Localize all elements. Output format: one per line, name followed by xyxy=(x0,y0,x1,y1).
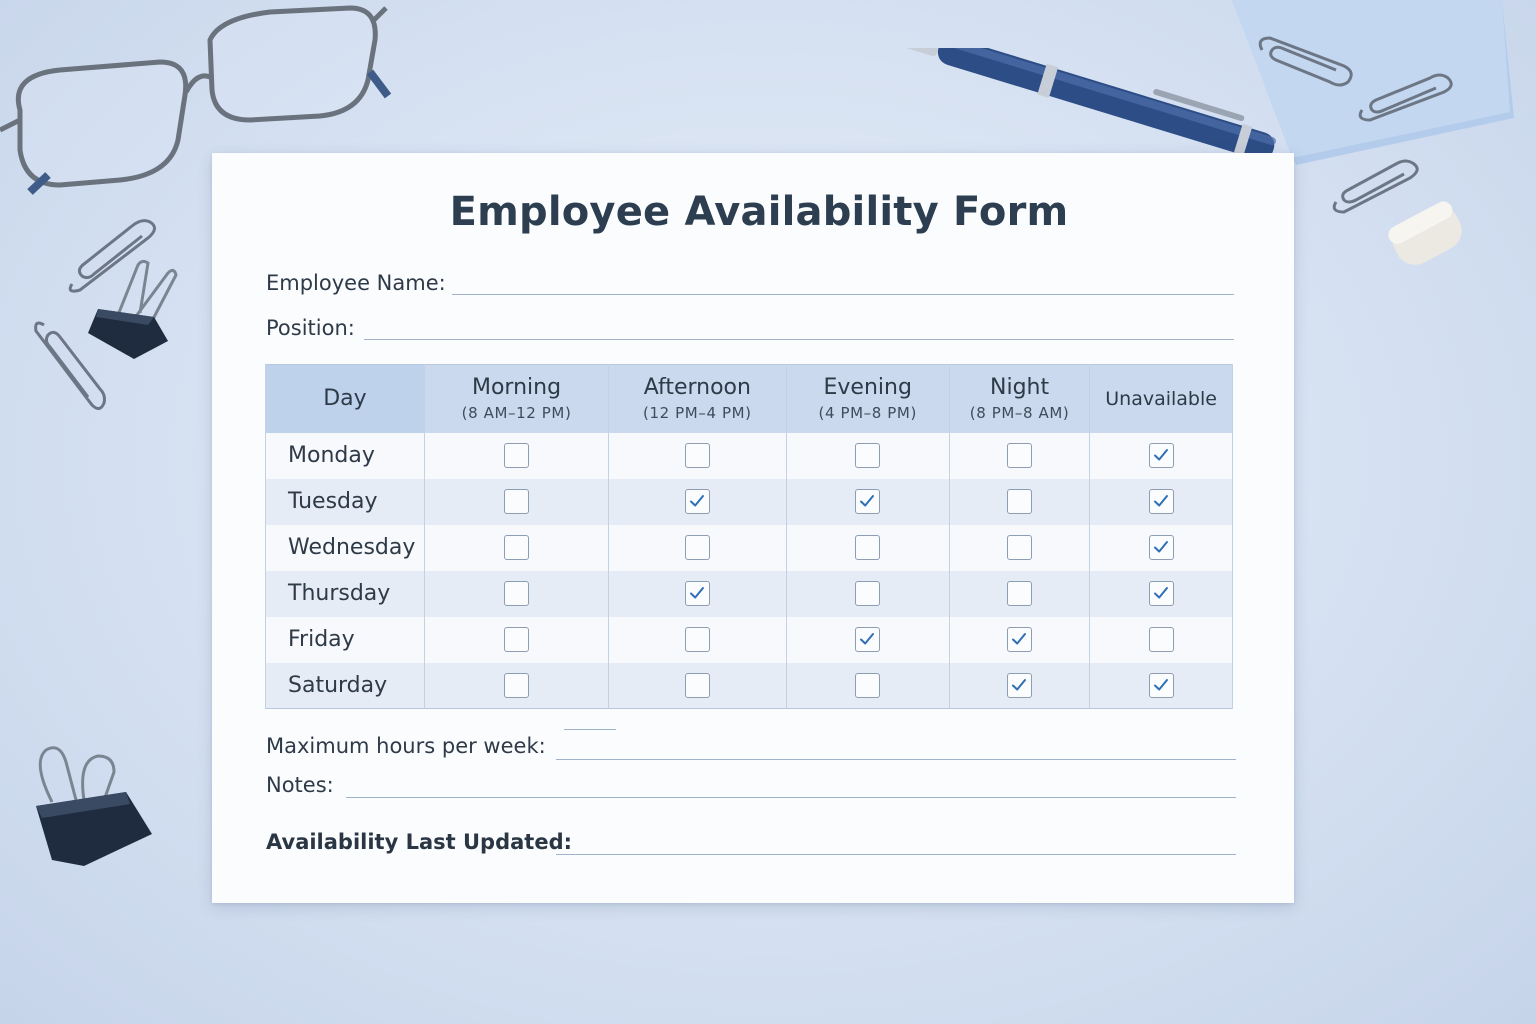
afternoon-column-header xyxy=(609,365,786,433)
morning-cell xyxy=(424,433,608,479)
night-checkbox[interactable] xyxy=(1007,489,1032,514)
day-label: Thursday xyxy=(266,571,425,617)
binder-clip-icon xyxy=(82,255,182,365)
morning-cell xyxy=(424,617,608,663)
afternoon-checkbox[interactable] xyxy=(685,581,710,606)
column-title: Afternoon xyxy=(643,375,751,401)
column-time-range: (8 AM–12 PM) xyxy=(461,404,572,423)
check-mark-icon xyxy=(1152,584,1170,602)
night-cell xyxy=(949,525,1089,571)
afternoon-checkbox[interactable] xyxy=(685,443,710,468)
morning-checkbox[interactable] xyxy=(504,581,529,606)
eraser-icon xyxy=(1382,190,1472,280)
unavailable-cell xyxy=(1090,571,1233,617)
notes-field[interactable] xyxy=(346,797,1236,798)
day-label: Friday xyxy=(266,617,425,663)
check-mark-icon xyxy=(1152,538,1170,556)
paperclip-icon xyxy=(1352,70,1462,130)
unavailable-checkbox[interactable] xyxy=(1149,581,1174,606)
evening-cell xyxy=(786,479,949,525)
night-checkbox[interactable] xyxy=(1007,627,1032,652)
column-time-range: (8 PM–8 AM) xyxy=(969,404,1070,423)
day-column-header: Day xyxy=(266,365,425,433)
check-mark-icon xyxy=(858,630,876,648)
evening-checkbox[interactable] xyxy=(855,489,880,514)
unavailable-checkbox[interactable] xyxy=(1149,443,1174,468)
check-mark-icon xyxy=(688,584,706,602)
evening-cell xyxy=(786,525,949,571)
table-header-row xyxy=(266,365,1233,433)
unavailable-checkbox[interactable] xyxy=(1149,489,1174,514)
afternoon-cell xyxy=(609,617,786,663)
binder-clip-icon xyxy=(22,742,162,882)
morning-checkbox[interactable] xyxy=(504,673,529,698)
column-title: Evening xyxy=(823,375,912,401)
night-checkbox[interactable] xyxy=(1007,581,1032,606)
morning-cell xyxy=(424,663,608,709)
evening-checkbox[interactable] xyxy=(855,627,880,652)
form-title: Employee Availability Form xyxy=(449,189,1069,235)
column-title: Unavailable xyxy=(1105,387,1217,410)
unavailable-cell xyxy=(1090,525,1233,571)
night-cell xyxy=(949,571,1089,617)
morning-checkbox[interactable] xyxy=(504,443,529,468)
check-mark-icon xyxy=(858,492,876,510)
evening-checkbox[interactable] xyxy=(855,535,880,560)
availability-form-sheet xyxy=(212,153,1294,903)
day-label: Monday xyxy=(266,433,425,479)
max-hours-short-line xyxy=(564,729,616,730)
table-row xyxy=(266,663,1233,709)
check-mark-icon xyxy=(1010,630,1028,648)
evening-cell xyxy=(786,663,949,709)
afternoon-cell xyxy=(609,433,786,479)
table-row xyxy=(266,571,1233,617)
morning-checkbox[interactable] xyxy=(504,489,529,514)
morning-checkbox[interactable] xyxy=(504,627,529,652)
unavailable-column-header xyxy=(1090,365,1233,433)
evening-checkbox[interactable] xyxy=(855,443,880,468)
evening-column-header xyxy=(786,365,949,433)
afternoon-cell xyxy=(609,479,786,525)
morning-cell xyxy=(424,571,608,617)
column-time-range: (12 PM–4 PM) xyxy=(643,404,752,423)
unavailable-cell xyxy=(1090,617,1233,663)
night-cell xyxy=(949,617,1089,663)
check-mark-icon xyxy=(1152,492,1170,510)
morning-cell xyxy=(424,479,608,525)
unavailable-checkbox[interactable] xyxy=(1149,673,1174,698)
night-checkbox[interactable] xyxy=(1007,443,1032,468)
table-row xyxy=(266,433,1233,479)
last-updated-label: Availability Last Updated: xyxy=(266,830,572,854)
day-label: Tuesday xyxy=(266,479,425,525)
day-label: Saturday xyxy=(266,663,425,709)
position-field[interactable] xyxy=(364,339,1234,340)
evening-checkbox[interactable] xyxy=(855,581,880,606)
check-mark-icon xyxy=(1010,676,1028,694)
afternoon-cell xyxy=(609,663,786,709)
evening-checkbox[interactable] xyxy=(855,673,880,698)
morning-cell xyxy=(424,525,608,571)
last-updated-field[interactable] xyxy=(556,854,1236,855)
employee-name-label: Employee Name: xyxy=(266,271,446,295)
unavailable-cell xyxy=(1090,663,1233,709)
unavailable-checkbox[interactable] xyxy=(1149,627,1174,652)
table-row xyxy=(266,525,1233,571)
unavailable-cell xyxy=(1090,479,1233,525)
table-row xyxy=(266,479,1233,525)
night-cell xyxy=(949,663,1089,709)
column-title: Night xyxy=(990,375,1050,401)
morning-checkbox[interactable] xyxy=(504,535,529,560)
check-mark-icon xyxy=(1152,446,1170,464)
position-label: Position: xyxy=(266,316,355,340)
afternoon-cell xyxy=(609,571,786,617)
column-time-range: (4 PM–8 PM) xyxy=(818,404,917,423)
evening-cell xyxy=(786,571,949,617)
night-column-header xyxy=(949,365,1089,433)
evening-cell xyxy=(786,617,949,663)
evening-cell xyxy=(786,433,949,479)
table-row xyxy=(266,617,1233,663)
availability-table xyxy=(265,364,1233,709)
afternoon-cell xyxy=(609,525,786,571)
employee-name-field[interactable] xyxy=(452,294,1234,295)
afternoon-checkbox[interactable] xyxy=(685,673,710,698)
unavailable-checkbox[interactable] xyxy=(1149,535,1174,560)
afternoon-checkbox[interactable] xyxy=(685,535,710,560)
afternoon-checkbox[interactable] xyxy=(685,489,710,514)
night-checkbox[interactable] xyxy=(1007,673,1032,698)
max-hours-field[interactable] xyxy=(556,759,1236,760)
day-label: Wednesday xyxy=(266,525,425,571)
paperclip-icon xyxy=(1252,30,1362,90)
check-mark-icon xyxy=(688,492,706,510)
morning-column-header xyxy=(424,365,608,433)
afternoon-checkbox[interactable] xyxy=(685,627,710,652)
column-title: Morning xyxy=(471,375,562,401)
night-cell xyxy=(949,479,1089,525)
night-checkbox[interactable] xyxy=(1007,535,1032,560)
night-cell xyxy=(949,433,1089,479)
check-mark-icon xyxy=(1152,676,1170,694)
max-hours-label: Maximum hours per week: xyxy=(266,734,546,758)
unavailable-cell xyxy=(1090,433,1233,479)
notes-label: Notes: xyxy=(266,773,334,797)
